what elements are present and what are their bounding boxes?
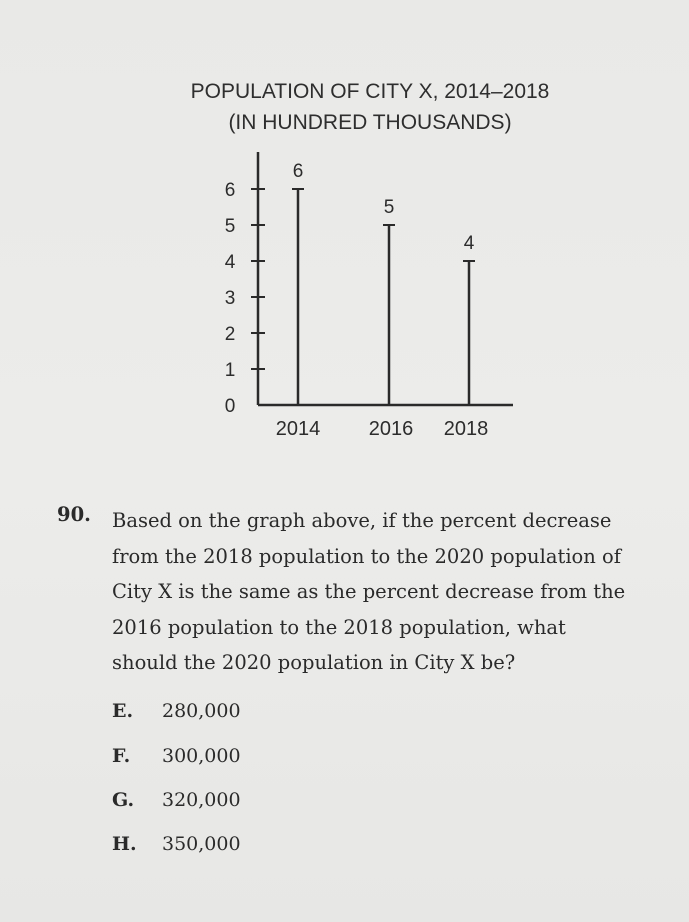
question-number: 90.	[57, 503, 91, 526]
question-line: City X is the same as the percent decrease from the	[112, 580, 626, 603]
choice-g[interactable]	[112, 789, 241, 819]
x-tick-label: 2014	[275, 418, 321, 440]
chart-subtitle: (IN HUNDRED THOUSANDS)	[228, 111, 512, 134]
choice-letter: E.	[112, 700, 134, 722]
x-tick-label: 2018	[443, 418, 489, 440]
question-line: Based on the graph above, if the percent decrease	[112, 509, 612, 532]
question-text	[112, 503, 682, 681]
data-label: 5	[383, 197, 395, 218]
choice-letter: G.	[112, 789, 135, 811]
choice-letter: F.	[112, 745, 131, 767]
question-line: from the 2018 population to the 2020 population of	[112, 544, 622, 568]
y-tick-label: 5	[224, 216, 236, 237]
chart-title: POPULATION OF CITY X, 2014–2018	[190, 80, 550, 103]
data-label: 6	[292, 161, 304, 182]
x-tick-label: 2016	[368, 418, 414, 440]
y-tick-label: 3	[224, 288, 236, 309]
choice-text: 280,000	[162, 700, 241, 722]
bar-chart	[0, 0, 689, 460]
choice-text: 350,000	[162, 833, 241, 855]
question-line: should the 2020 population in City X be?	[112, 651, 516, 674]
question-line: 2016 population to the 2018 population, what	[112, 615, 566, 639]
choice-letter: H.	[112, 833, 137, 855]
data-label: 4	[463, 233, 475, 254]
choice-h[interactable]	[112, 833, 241, 863]
y-tick-label: 6	[224, 180, 236, 201]
y-tick-label: 4	[224, 252, 236, 273]
choice-e[interactable]	[112, 700, 241, 730]
y-tick-label: 2	[224, 324, 236, 345]
y-tick-label: 1	[224, 360, 236, 381]
choice-f[interactable]	[112, 745, 241, 775]
choice-text: 300,000	[162, 745, 241, 767]
y-tick-label: 0	[224, 396, 236, 417]
choice-text: 320,000	[162, 789, 241, 811]
